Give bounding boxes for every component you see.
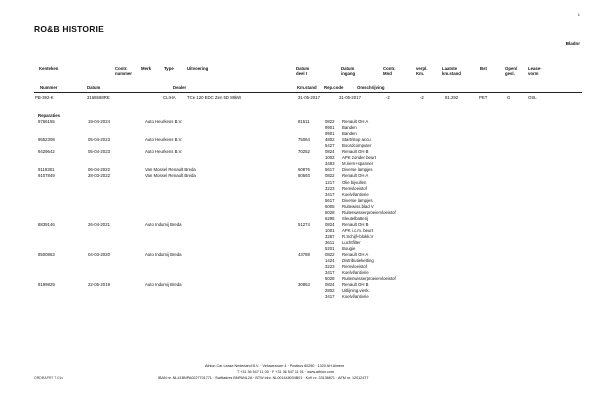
vehicle-lease-vorm: OSL [528,95,537,100]
repair-code: 5617 [325,197,335,203]
header-laatste-km: Laatste km.stand [442,66,461,76]
repair-code: 0824 [325,282,335,288]
repair-code: 0824 [325,149,335,155]
repair-code: 3611 [325,240,335,245]
repair-code: 2802 [325,288,335,294]
bladnr-label: Bladnr [565,41,580,46]
repair-code: 3223 [325,264,335,270]
repair-description: Banden [342,131,357,137]
repair-description: Bougie [342,246,356,252]
section-label: Reparaties [38,113,60,118]
repair-code: 5201 [325,246,335,252]
repair-code: 3417 [325,270,335,276]
repair-code: 1001 [325,227,335,233]
repair-dealer: Van Mossel Renault Breda [145,167,196,173]
repair-date: 28-03-2022 [88,173,110,179]
vehicle-bst: PET [479,95,488,100]
repair-description: Renault OH A [342,173,369,179]
repair-description: Renault OH B [342,221,369,227]
header-lease-vorm: Lease- vorm [528,66,542,76]
header-divider [34,92,582,93]
repair-date: 26-04-2021 [88,221,110,227]
repair-code: 1424 [325,258,335,264]
repair-description: Uitlijning.vierk. [342,288,370,294]
repair-description: Diverse lampjes [342,167,373,173]
repair-km: 60876 [298,167,310,173]
header-verpl-km: verpl. Km. [416,66,428,76]
repair-km: 60593 [298,173,310,179]
repair-code: 5427 [325,143,335,149]
repair-dealer: Auto Heurkens B.V. [145,149,183,155]
repair-description: Boordcomputer [342,143,372,149]
repair-code: 0822 [325,252,335,258]
repair-code: 3287 [325,233,335,239]
page-number: 1 [577,12,580,17]
repair-dealer: Auto Indumij Breda [145,282,182,288]
repair-date: 06-04-2022 [88,167,110,173]
vehicle-type: CLIHA [163,95,176,100]
footer-legal: IBAN nr. NL41BNPA0227701771 · Swiftadres BNPANL2A · BTW idnr. NL001448034B01 · KvK nr. 33136871 · AFM nr. 12012477 [158,376,369,380]
header-uitvoering: Uitvoering [187,66,209,71]
repair-description: Luchtfilter [342,240,361,245]
vehicle-kenteken: PB-392-K [35,95,54,100]
repair-description: Start/stop accu [342,137,371,143]
header-omschrijving: Omschrijving [357,85,385,90]
repair-code: 6295 [325,215,335,221]
header-rep-code: Rep.code [324,85,344,90]
repair-code: 0822 [325,173,335,179]
repair-description: Sleutelbatterij [342,215,369,221]
repair-description: Diverse lampjes [342,197,373,203]
repair-km: 70252 [298,149,310,155]
repair-code: 4802 [325,137,335,143]
repair-code: 1217 [325,179,335,185]
repair-description: Olie bijvullen [342,179,367,185]
vehicle-uitvoering: TCe 120 EDC Zen 5D 88kW [187,95,242,100]
repair-code: 9901 [325,131,335,137]
repair-number: 9119381 [38,167,55,173]
repair-number: 8199829 [38,282,55,288]
vehicle-verpl-km: -2 [420,95,424,100]
repair-description: Renault OH A [342,252,369,258]
repair-number: 9107849 [38,173,55,179]
repair-description: Remvloeistof [342,185,367,191]
repair-number: 9429642 [38,149,55,155]
repair-code: 0824 [325,221,335,227]
repair-code: 6028 [325,276,335,282]
repair-description: Ruitenwisserproeiervloeistof [342,276,396,282]
repair-description: Distributieketting [342,258,374,264]
vehicle-datum-ingang: 31-05-2017 [339,95,361,100]
vehicle-datum-deel: 31-05-2017 [298,95,320,100]
repair-number: 9552308 [38,137,55,143]
vehicle-open-geal: G [507,95,511,100]
footer-contact: T +31 36 547 11 00 · F +31 36 547 11 01 · www.athlon.com [237,370,334,374]
repair-dealer: Auto Heurkens B.V. [145,137,183,143]
repair-description: Remvloeistof [342,264,367,270]
repair-description: Renault OH A [342,119,369,124]
repair-date: 22-05-2019 [88,282,110,288]
repair-description: Koelvl/antivrie [342,191,369,197]
footer-address: Athlon Car Lease Nederland B.V. · Veluwezoom 4 · Postbus 60250 · 1320 AH Almere [205,364,345,368]
repair-description: APK i.c.m. beurt [342,227,374,233]
repair-number: 8839146 [38,221,55,227]
repair-description: R.Schijf+blokk.V [342,233,374,239]
form-code: ORDRAPR7 7.01v [34,376,63,380]
repair-code: 5617 [325,167,335,173]
repair-number: 9766155 [38,119,55,124]
repair-description: M.riem+spanner [342,161,374,167]
header-nummer: Nummer [40,85,58,90]
repair-date: 04-03-2020 [88,252,110,258]
header-datum-deel: Datum deel I [296,66,310,76]
repair-description: APK zonder beurt [342,155,376,161]
vehicle-laatste-km: 91.292 [445,95,459,100]
repair-description: Banden [342,125,357,131]
repair-km: 43788 [298,252,310,258]
header-contr-mnd: Contr. Mnd [383,66,396,76]
repair-code: 9901 [325,125,335,131]
repair-date: 05-04-2023 [88,149,110,155]
repair-km: 51274 [298,221,310,227]
header-kenteken: Kenteken [39,66,59,71]
repair-number: 8500863 [38,252,55,258]
repair-dealer: Van Mossel Renault Breda [145,173,196,179]
repair-description: Ruitewiss.blad V [342,203,374,209]
repair-km: 81511 [298,119,310,124]
repair-dealer: Auto Heurkens B.V. [145,119,183,124]
header-kmstand: Km.stand [297,85,317,90]
page-title: RO&B HISTORIE [34,24,104,34]
header-bst: Bst [480,66,487,71]
repair-code: 0822 [325,119,335,124]
header-open-geal: Open/ gesl. [505,66,518,76]
repair-date: 19-04-2024 [88,119,110,124]
repair-code: 3223 [325,185,335,191]
header-datum: Datum [87,85,101,90]
header-type: Type [164,66,174,71]
repair-code: 3417 [325,191,335,197]
repair-code: 1002 [325,155,335,161]
header-datum-ingang: Datum ingang [341,66,356,76]
vehicle-contr-mnd: -2 [386,95,390,100]
header-contr-nummer: Contr. nummer [115,66,132,76]
repair-code: 3417 [325,294,335,300]
repair-dealer: Auto Indumij Breda [145,252,182,258]
repair-date: 05-04-2023 [88,137,110,143]
repair-dealer: Auto Indumij Breda [145,221,182,227]
repair-km: 30863 [298,282,310,288]
header-merk: Merk [141,66,152,71]
repair-description: Renault OH B [342,282,369,288]
repair-code: 6028 [325,209,335,215]
repair-description: Koelvl/antivrie [342,294,369,300]
repair-km: 75064 [298,137,310,143]
vehicle-contr-nummer: 3168688RE [87,95,110,100]
repair-description: Koelvl/antivrie [342,270,369,276]
header-dealer: Dealer [173,85,187,90]
repair-description: Renault OH B [342,149,369,155]
repair-code: 3483 [325,161,335,167]
repair-code: 6005 [325,203,335,209]
repair-description: Ruitenwisserproeiervloeistof [342,209,396,215]
